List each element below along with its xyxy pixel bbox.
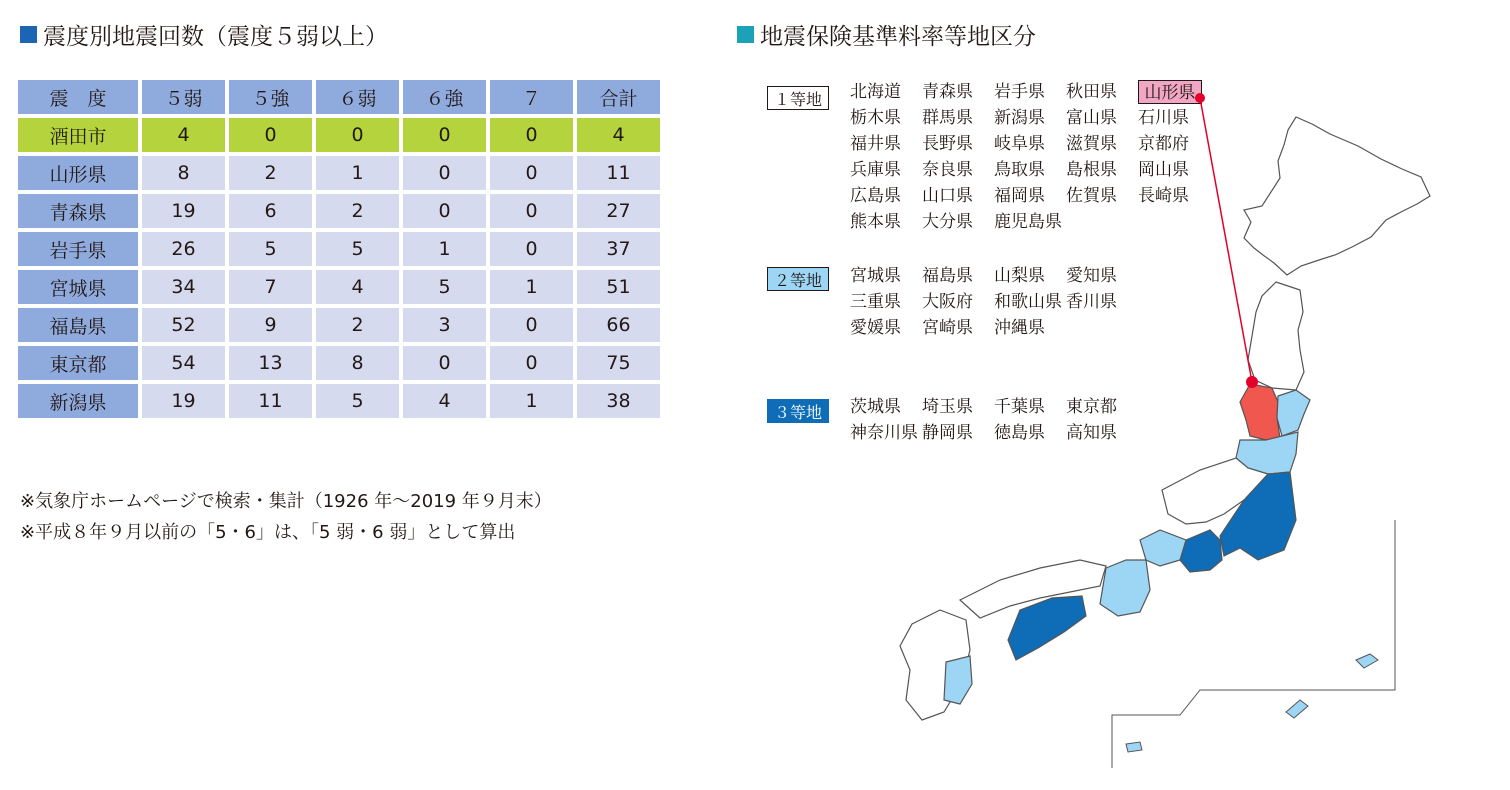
row-label-cell: 福島県 bbox=[18, 308, 138, 342]
value-cell: 0 bbox=[403, 156, 486, 190]
prefecture-label: 石川県 bbox=[1138, 108, 1189, 128]
prefecture-label-highlighted: 山形県 bbox=[1138, 80, 1202, 104]
value-cell: 5 bbox=[316, 232, 399, 266]
zone-tag-2: ２等地 bbox=[767, 267, 829, 291]
prefecture-label: 大阪府 bbox=[922, 292, 973, 312]
value-cell: 8 bbox=[316, 346, 399, 380]
value-cell: 38 bbox=[577, 384, 660, 418]
prefecture-label: 東京都 bbox=[1066, 397, 1117, 417]
prefecture-label: 秋田県 bbox=[1066, 82, 1117, 102]
row-label-cell: 東京都 bbox=[18, 346, 138, 380]
value-cell: 0 bbox=[229, 118, 312, 152]
prefecture-label: 宮崎県 bbox=[922, 318, 973, 338]
prefecture-label: 福岡県 bbox=[994, 186, 1045, 206]
note-source: ※気象庁ホームページで検索・集計（1926 年～2019 年９月末） bbox=[20, 491, 552, 512]
prefecture-label: 大分県 bbox=[922, 212, 973, 232]
value-cell: 5 bbox=[229, 232, 312, 266]
note-calculation: ※平成８年９月以前の「5・6」は、「5 弱・6 弱」として算出 bbox=[20, 522, 516, 543]
prefecture-label: 高知県 bbox=[1066, 423, 1117, 443]
value-cell: 9 bbox=[229, 308, 312, 342]
value-cell: 4 bbox=[577, 118, 660, 152]
value-cell: 0 bbox=[490, 194, 573, 228]
prefecture-label: 栃木県 bbox=[850, 108, 901, 128]
value-cell: 1 bbox=[316, 156, 399, 190]
header-cell: 震 度 bbox=[18, 80, 138, 114]
prefecture-label: 北海道 bbox=[850, 82, 901, 102]
prefecture-label: 富山県 bbox=[1066, 108, 1117, 128]
zone-tag-3: ３等地 bbox=[767, 399, 829, 423]
row-label-cell: 岩手県 bbox=[18, 232, 138, 266]
value-cell: 5 bbox=[316, 384, 399, 418]
map-tohoku bbox=[1248, 282, 1304, 390]
value-cell: 0 bbox=[403, 118, 486, 152]
connector-dot-top bbox=[1195, 93, 1205, 103]
value-cell: 5 bbox=[403, 270, 486, 304]
prefecture-label: 鹿児島県 bbox=[994, 212, 1062, 232]
map-yamagata bbox=[1240, 384, 1280, 440]
value-cell: 54 bbox=[142, 346, 225, 380]
prefecture-label: 京都府 bbox=[1138, 134, 1189, 154]
value-cell: 4 bbox=[316, 270, 399, 304]
prefecture-label: 千葉県 bbox=[994, 397, 1045, 417]
value-cell: 4 bbox=[142, 118, 225, 152]
value-cell: 8 bbox=[142, 156, 225, 190]
value-cell: 0 bbox=[316, 118, 399, 152]
prefecture-label: 福島県 bbox=[922, 266, 973, 286]
header-cell: ７ bbox=[490, 80, 573, 114]
prefecture-label: 青森県 bbox=[922, 82, 973, 102]
value-cell: 6 bbox=[229, 194, 312, 228]
row-label-cell: 酒田市 bbox=[18, 118, 138, 152]
prefecture-label: 岡山県 bbox=[1138, 160, 1189, 180]
prefecture-label: 熊本県 bbox=[850, 212, 901, 232]
value-cell: 75 bbox=[577, 346, 660, 380]
map-miyazaki bbox=[944, 656, 972, 704]
map-okinawa bbox=[1126, 654, 1378, 752]
prefecture-label: 山梨県 bbox=[994, 266, 1045, 286]
value-cell: 0 bbox=[490, 232, 573, 266]
value-cell: 27 bbox=[577, 194, 660, 228]
value-cell: 26 bbox=[142, 232, 225, 266]
value-cell: 7 bbox=[229, 270, 312, 304]
value-cell: 51 bbox=[577, 270, 660, 304]
value-cell: 1 bbox=[490, 384, 573, 418]
prefecture-label: 香川県 bbox=[1066, 292, 1117, 312]
row-label-cell: 山形県 bbox=[18, 156, 138, 190]
prefecture-label: 福井県 bbox=[850, 134, 901, 154]
prefecture-label: 奈良県 bbox=[922, 160, 973, 180]
value-cell: 1 bbox=[490, 270, 573, 304]
prefecture-label: 沖縄県 bbox=[994, 318, 1045, 338]
prefecture-label: 徳島県 bbox=[994, 423, 1045, 443]
header-cell: ６強 bbox=[403, 80, 486, 114]
connector-dot-map bbox=[1246, 376, 1258, 388]
connector-line bbox=[1200, 98, 1252, 382]
value-cell: 0 bbox=[490, 118, 573, 152]
value-cell: 0 bbox=[403, 194, 486, 228]
value-cell: 2 bbox=[229, 156, 312, 190]
header-cell: ６弱 bbox=[316, 80, 399, 114]
prefecture-label: 兵庫県 bbox=[850, 160, 901, 180]
row-label-cell: 宮城県 bbox=[18, 270, 138, 304]
value-cell: 19 bbox=[142, 384, 225, 418]
map-shikoku bbox=[1008, 596, 1086, 660]
prefecture-label: 群馬県 bbox=[922, 108, 973, 128]
value-cell: 0 bbox=[490, 346, 573, 380]
value-cell: 3 bbox=[403, 308, 486, 342]
prefecture-label: 長崎県 bbox=[1138, 186, 1189, 206]
header-cell: 合計 bbox=[577, 80, 660, 114]
map-hokkaido bbox=[1244, 117, 1430, 275]
prefecture-label: 山口県 bbox=[922, 186, 973, 206]
prefecture-label: 静岡県 bbox=[922, 423, 973, 443]
value-cell: 13 bbox=[229, 346, 312, 380]
value-cell: 2 bbox=[316, 308, 399, 342]
value-cell: 0 bbox=[490, 156, 573, 190]
value-cell: 52 bbox=[142, 308, 225, 342]
value-cell: 11 bbox=[229, 384, 312, 418]
prefecture-label: 広島県 bbox=[850, 186, 901, 206]
prefecture-label: 島根県 bbox=[1066, 160, 1117, 180]
value-cell: 1 bbox=[403, 232, 486, 266]
value-cell: 19 bbox=[142, 194, 225, 228]
prefecture-label: 宮城県 bbox=[850, 266, 901, 286]
map-shizuoka bbox=[1180, 530, 1222, 572]
prefecture-label: 三重県 bbox=[850, 292, 901, 312]
prefecture-label: 愛媛県 bbox=[850, 318, 901, 338]
prefecture-label: 茨城県 bbox=[850, 397, 901, 417]
value-cell: 34 bbox=[142, 270, 225, 304]
value-cell: 66 bbox=[577, 308, 660, 342]
prefecture-label: 滋賀県 bbox=[1066, 134, 1117, 154]
zone-tag-1: １等地 bbox=[767, 86, 829, 110]
map-title-text: 地震保険基準料率等地区分 bbox=[760, 24, 1036, 50]
prefecture-label: 岐阜県 bbox=[994, 134, 1045, 154]
value-cell: 4 bbox=[403, 384, 486, 418]
prefecture-label: 長野県 bbox=[922, 134, 973, 154]
map-chubu bbox=[1140, 530, 1186, 566]
prefecture-label: 佐賀県 bbox=[1066, 186, 1117, 206]
table-title-text: 震度別地震回数（震度５弱以上） bbox=[43, 24, 388, 50]
value-cell: 0 bbox=[403, 346, 486, 380]
prefecture-label: 神奈川県 bbox=[850, 423, 918, 443]
prefecture-label: 愛知県 bbox=[1066, 266, 1117, 286]
row-label-cell: 新潟県 bbox=[18, 384, 138, 418]
value-cell: 2 bbox=[316, 194, 399, 228]
value-cell: 11 bbox=[577, 156, 660, 190]
map-kinki bbox=[1100, 560, 1150, 616]
prefecture-label: 新潟県 bbox=[994, 108, 1045, 128]
prefecture-label: 埼玉県 bbox=[922, 397, 973, 417]
header-cell: ５強 bbox=[229, 80, 312, 114]
prefecture-label: 鳥取県 bbox=[994, 160, 1045, 180]
row-label-cell: 青森県 bbox=[18, 194, 138, 228]
prefecture-label: 和歌山県 bbox=[994, 292, 1062, 312]
value-cell: 0 bbox=[490, 308, 573, 342]
value-cell: 37 bbox=[577, 232, 660, 266]
map-miyagi bbox=[1277, 390, 1310, 436]
prefecture-label: 岩手県 bbox=[994, 82, 1045, 102]
header-cell: ５弱 bbox=[142, 80, 225, 114]
